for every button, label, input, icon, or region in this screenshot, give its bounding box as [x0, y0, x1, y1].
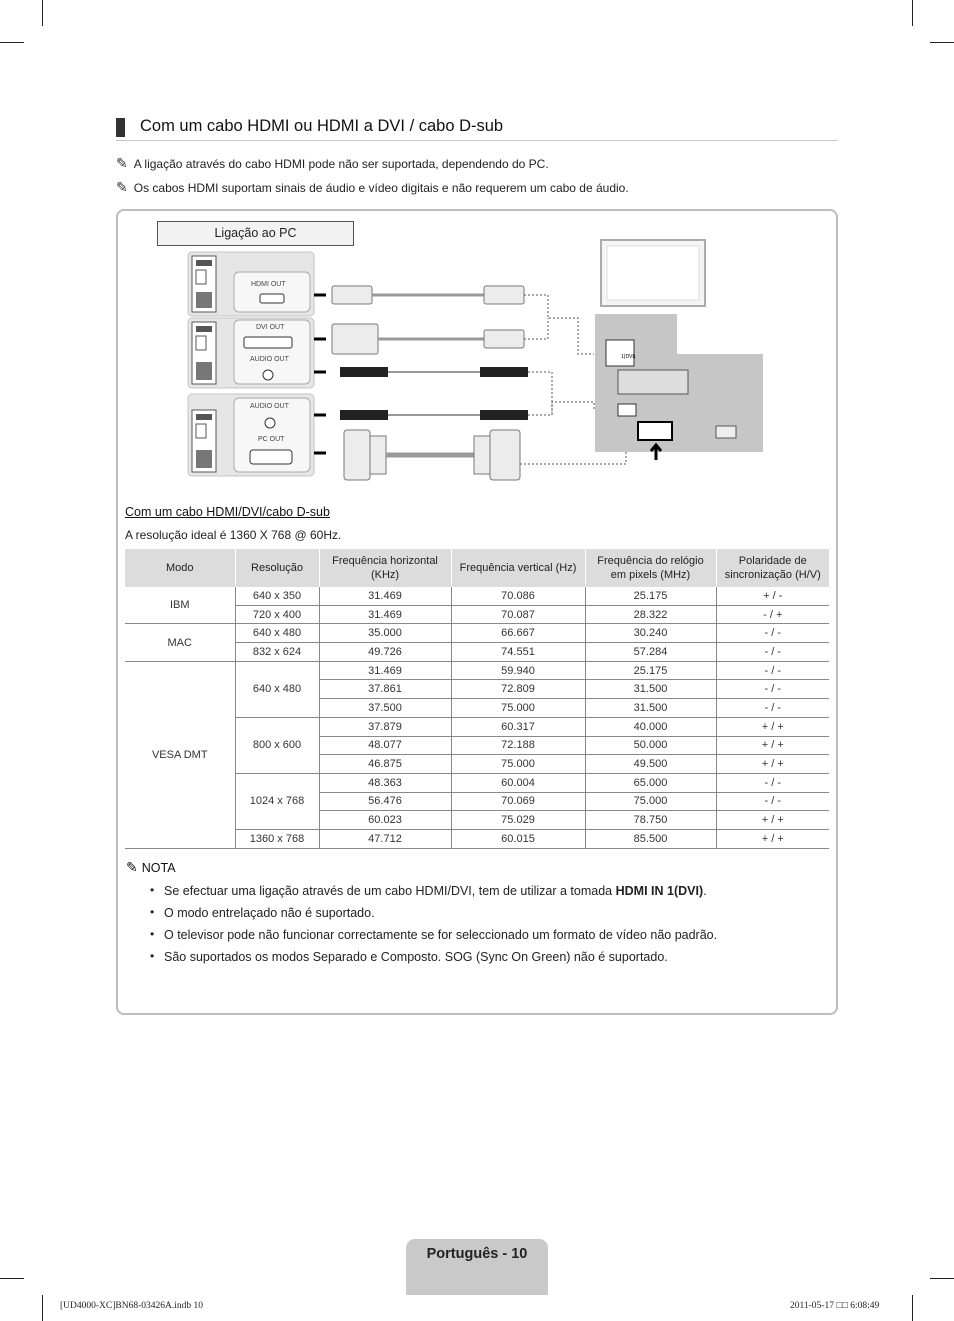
table-cell: 60.317 [451, 717, 585, 736]
table-cell: 70.069 [451, 792, 585, 811]
footer-timestamp: 2011-05-17 □□ 6:08:49 [790, 1301, 880, 1311]
resolution-cell: 832 x 624 [235, 643, 319, 662]
tv-rear-panel-icon [595, 240, 763, 460]
table-cell: 75.029 [451, 811, 585, 830]
note-text: A ligação através do cabo HDMI pode não ser suportada, dependendo do PC. [133, 157, 549, 171]
resolution-cell: 1024 x 768 [235, 773, 319, 829]
crop-mark [912, 0, 913, 26]
table-cell: + / + [716, 755, 829, 774]
table-cell: - / - [716, 643, 829, 662]
pc-tower-icon [188, 318, 314, 388]
table-cell: 47.712 [319, 829, 451, 848]
page-number: Português - 10 [426, 1246, 528, 1262]
display-modes-table [125, 549, 829, 849]
list-item [150, 880, 717, 902]
port-label-pc-out: PC OUT [258, 436, 285, 443]
table-cell: 78.750 [585, 811, 716, 830]
resolution-note: A resolução ideal é 1360 X 768 @ 60Hz. [125, 528, 342, 542]
table-cell: 50.000 [585, 736, 716, 755]
table-cell: 72.809 [451, 680, 585, 699]
diagram-label: Ligação ao PC [157, 221, 354, 246]
heading-bar [116, 118, 125, 137]
crop-mark [930, 1278, 954, 1279]
note-line [116, 180, 629, 196]
table-cell: 70.086 [451, 587, 585, 605]
table-cell: 65.000 [585, 773, 716, 792]
table-cell: - / - [716, 680, 829, 699]
table-cell: 75.000 [585, 792, 716, 811]
bullet-icon: • [150, 905, 155, 919]
table-header-row [125, 549, 829, 587]
pencil-icon: ✎ [116, 180, 128, 196]
note-text: O televisor pode não funcionar correctamente se for seleccionado um formato de vídeo não padrão. [164, 928, 718, 942]
table-cell: 31.469 [319, 587, 451, 605]
footer-file: [UD4000-XC]BN68-03426A.indb 10 [60, 1301, 204, 1311]
note-text-bold: HDMI IN 1(DVI) [615, 884, 704, 898]
connection-diagram [180, 238, 770, 490]
port-label-hdmi-out: HDMI OUT [251, 281, 286, 288]
table-cell: 31.469 [319, 605, 451, 624]
page-number-tab [406, 1239, 548, 1295]
bullet-icon: • [150, 883, 155, 897]
crop-mark [42, 1295, 43, 1321]
bullet-icon: • [150, 927, 155, 941]
column-header: Resolução [235, 549, 319, 587]
table-cell: 74.551 [451, 643, 585, 662]
table-row [125, 587, 829, 605]
table-row [125, 624, 829, 643]
section-title: Com um cabo HDMI ou HDMI a DVI / cabo D-sub [140, 117, 504, 135]
table-cell: - / - [716, 773, 829, 792]
resolution-cell: 640 x 480 [235, 661, 319, 717]
table-cell: 72.188 [451, 736, 585, 755]
table-cell: + / + [716, 717, 829, 736]
note-text: . [703, 884, 707, 898]
nota-heading [126, 860, 176, 876]
table-cell: 60.023 [319, 811, 451, 830]
table-cell: + / + [716, 811, 829, 830]
table-cell: - / - [716, 624, 829, 643]
table-cell: 25.175 [585, 661, 716, 680]
table-cell: 75.000 [451, 699, 585, 718]
table-cell: - / - [716, 661, 829, 680]
list-item [150, 946, 717, 968]
audio-cable [314, 410, 528, 420]
tv-hdmi-label: 1(DVI) [621, 354, 636, 360]
nota-list [150, 880, 717, 968]
pencil-icon: ✎ [116, 156, 128, 172]
table-cell: 75.000 [451, 755, 585, 774]
table-cell: - / + [716, 605, 829, 624]
table-cell: 37.861 [319, 680, 451, 699]
table-cell: + / - [716, 587, 829, 605]
resolution-cell: 1360 x 768 [235, 829, 319, 848]
port-label-dvi-out: DVI OUT [256, 324, 285, 331]
resolution-cell: 640 x 350 [235, 587, 319, 605]
hdmi-dvi-cable [314, 324, 524, 354]
column-header: Frequência do relógio em pixels (MHz) [585, 549, 716, 587]
table-cell: 46.875 [319, 755, 451, 774]
table-cell: 49.726 [319, 643, 451, 662]
table-cell: 37.879 [319, 717, 451, 736]
note-text: Se efectuar uma ligação através de um cabo HDMI/DVI, tem de utilizar a tomada [164, 884, 616, 898]
mode-cell: VESA DMT [125, 661, 235, 848]
column-header: Frequência vertical (Hz) [451, 549, 585, 587]
table-cell: 30.240 [585, 624, 716, 643]
column-header: Polaridade de sincronização (H/V) [716, 549, 829, 587]
table-subheading: Com um cabo HDMI/DVI/cabo D-sub [125, 505, 330, 519]
table-cell: 60.004 [451, 773, 585, 792]
table-cell: - / - [716, 792, 829, 811]
table-cell: 28.322 [585, 605, 716, 624]
table-cell: 31.500 [585, 699, 716, 718]
table-cell: 48.363 [319, 773, 451, 792]
table-cell: 85.500 [585, 829, 716, 848]
note-text: Os cabos HDMI suportam sinais de áudio e vídeo digitais e não requerem um cabo de áudio. [133, 181, 629, 195]
crop-mark [0, 1278, 24, 1279]
table-cell: 25.175 [585, 587, 716, 605]
table-cell: + / + [716, 736, 829, 755]
resolution-cell: 800 x 600 [235, 717, 319, 773]
audio-cable [314, 367, 528, 377]
table-cell: 59.940 [451, 661, 585, 680]
table-cell: - / - [716, 699, 829, 718]
table-cell: 57.284 [585, 643, 716, 662]
note-line [116, 156, 549, 172]
column-header: Frequência horizontal (KHz) [319, 549, 451, 587]
section-heading [116, 116, 838, 141]
table-cell: 49.500 [585, 755, 716, 774]
list-item [150, 902, 717, 924]
crop-mark [0, 42, 24, 43]
list-item [150, 924, 717, 946]
bullet-icon: • [150, 949, 155, 963]
table-cell: 31.500 [585, 680, 716, 699]
crop-mark [42, 0, 43, 26]
mode-cell: MAC [125, 624, 235, 661]
table-cell: 66.667 [451, 624, 585, 643]
table-cell: 56.476 [319, 792, 451, 811]
port-label-audio-out: AUDIO OUT [250, 403, 289, 410]
hdmi-cable [314, 286, 524, 304]
mode-cell: IBM [125, 587, 235, 624]
table-cell: 70.087 [451, 605, 585, 624]
d-sub-cable [314, 430, 520, 480]
port-label-audio-out: AUDIO OUT [250, 356, 289, 363]
note-text: O modo entrelaçado não é suportado. [164, 906, 375, 920]
column-header: Modo [125, 549, 235, 587]
table-cell: 40.000 [585, 717, 716, 736]
table-cell: 60.015 [451, 829, 585, 848]
resolution-cell: 720 x 400 [235, 605, 319, 624]
pencil-icon: ✎ [126, 860, 138, 876]
table-row [125, 661, 829, 680]
table-cell: 31.469 [319, 661, 451, 680]
nota-title: NOTA [141, 861, 176, 875]
table-cell: 37.500 [319, 699, 451, 718]
crop-mark [912, 1295, 913, 1321]
table-cell: 35.000 [319, 624, 451, 643]
table-cell: 48.077 [319, 736, 451, 755]
table-cell: + / + [716, 829, 829, 848]
note-text: São suportados os modos Separado e Composto. SOG (Sync On Green) não é suportado. [164, 950, 668, 964]
resolution-cell: 640 x 480 [235, 624, 319, 643]
crop-mark [930, 42, 954, 43]
